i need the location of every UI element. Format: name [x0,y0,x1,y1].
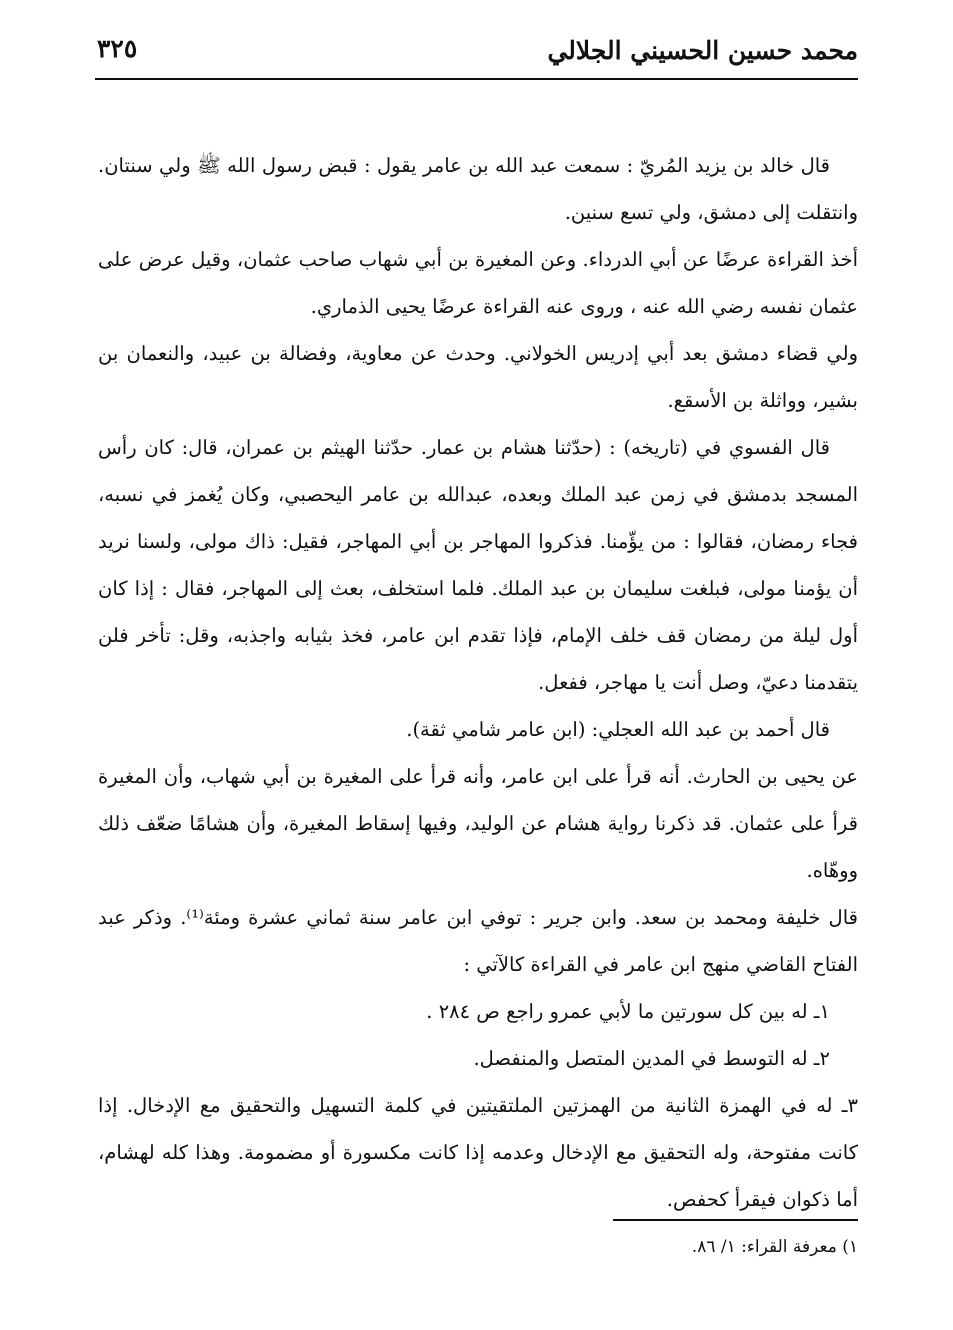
paragraph: قال خليفة ومحمد بن سعد. وابن جرير : توفي ابن عامر سنة ثماني عشرة ومئة⁽¹⁾. وذكر عبد الفتاح القاضي منهج ابن عامر في القراءة كالآتي : [98,906,858,976]
paragraph: قال أحمد بن عبد الله العجلي: (ابن عامر شامي ثقة). [406,718,830,741]
paragraph: ولي قضاء دمشق بعد أبي إدريس الخولاني. وحدث عن معاوية، وفضالة بن عبيد، والنعمان بن بشير، وواثلة بن الأسقع. [98,342,858,412]
footnote: ١) معرفة القراء: ١/ ٨٦. [691,1237,858,1257]
running-title: محمد حسين الحسيني الجلالي [547,36,858,65]
page-number: ٣٢٥ [97,34,138,63]
paragraph: قال خالد بن يزيد المُريّ : سمعت عبد الله بن عامر يقول : قبض رسول الله ﷺ ولي سنتان. وانتقلت إلى دمشق، ولي تسع سنين. [98,154,858,224]
footnote-rule [613,1219,858,1221]
header-rule [95,78,858,80]
paragraph: قال الفسوي في (تاريخه) : (حدّثنا هشام بن عمار. حدّثنا الهيثم بن عمران، قال: كان رأس المسجد بدمشق في زمن عبد الملك وبعده، عبدالله بن عامر اليحصبي، وكان يُغمز في نسبه، فجاء رمضان، فقالوا : من يؤّمنا. فذكروا المهاجر بن أبي المهاجر، فقيل: ذاك مولى، ولسنا نريد أن يؤمنا مولى، فبلغت سليمان بن عبد الملك. فلما استخلف، بعث إلى المهاجر، فقال : إذا كان أول ليلة من رمضان قف خلف الإمام، فإذا تقدم ابن عامر، فخذ بثيابه واجذبه، وقل: تأخر فلن يتقدمنا دعيّ، وصل أنت يا مهاجر، ففعل. [98,436,858,694]
page-header [95,30,858,80]
main-text [98,142,858,1223]
paragraph: أخذ القراءة عرضًا عن أبي الدرداء. وعن المغيرة بن أبي شهاب صاحب عثمان، وقيل عرض على عثمان نفسه رضي الله عنه ، وروى عنه القراءة عرضًا يحيى الذماري. [98,248,858,318]
list-item: ١ـ له بين كل سورتين ما لأبي عمرو راجع ص ٢٨٤ . [426,1000,830,1023]
list-item: ٢ـ له التوسط في المدين المتصل والمنفصل. [473,1047,830,1070]
paragraph: عن يحيى بن الحارث. أنه قرأ على ابن عامر، وأنه قرأ على المغيرة بن أبي شهاب، وأن المغيرة قرأ على عثمان. قد ذكرنا رواية هشام عن الوليد، وفيها إسقاط المغيرة، وأن هشامًا ضعّف ذلك ووهّاه. [98,765,858,882]
list-item: ٣ـ له في الهمزة الثانية من الهمزتين الملتقيتين في كلمة التسهيل والتحقيق مع الإدخال. إذا كانت مفتوحة، وله التحقيق مع الإدخال وعدمه إذا كانت مكسورة أو مضمومة. وهذا كله لهشام، أما ذكوان فيقرأ كحفص. [98,1094,858,1211]
